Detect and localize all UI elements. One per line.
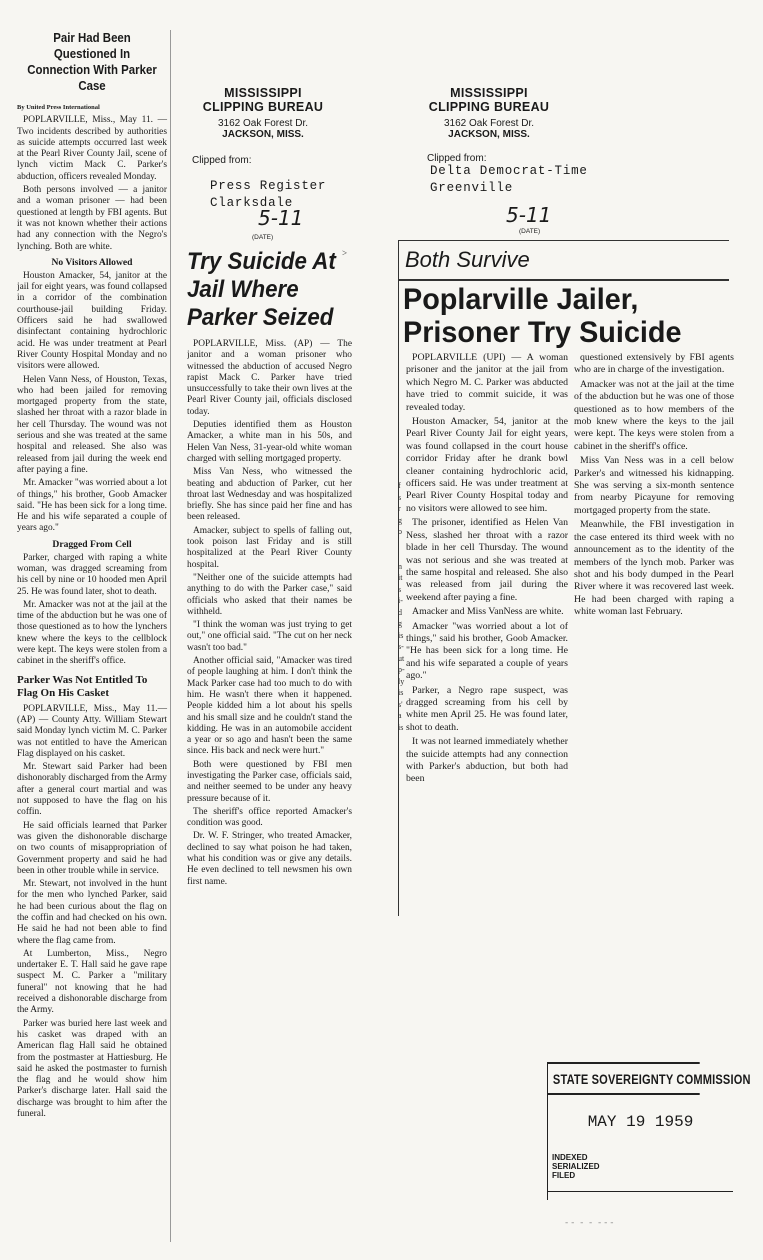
newspaper-name-line1: Press Register bbox=[210, 179, 327, 193]
stamp-filed: FILED bbox=[552, 1171, 576, 1180]
faint-marks: - - - - - - - bbox=[565, 1218, 614, 1228]
paragraph: Amacker "was worried about a lot of things," said his brother, Goob Amacker. "He has been sick for a long time. He and his wife separated a couple of years ago." bbox=[406, 620, 568, 682]
newspaper-name-line2: Clarksdale bbox=[210, 196, 294, 210]
stamp-serialized: SERIALIZED bbox=[552, 1162, 600, 1171]
paragraph: POPLARVILLE, Miss. (AP) — The janitor and a woman prisoner who witnessed the abduction of accused Negro rapist Mack C. Parker have tried unsuccessfully to take their own lives at the Pearl River County jail, officials disclosed today. bbox=[187, 339, 352, 417]
left-article bbox=[17, 30, 171, 1242]
paragraph: Mr. Amacker "was worried about a lot of things," his brother, Goob Amacker said. "He has been sick for a long time. He and his wife separated a couple of years ago." bbox=[17, 478, 167, 534]
clipped-from-label: Clipped from: bbox=[427, 153, 487, 164]
paragraph: POPLARVILLE (UPI) — A woman prisoner and the janitor at the jail from which Negro M. C. Parker was abducted have tried to commit suicide, it was revealed today. bbox=[406, 352, 568, 413]
paragraph: Mr. Stewart said Parker had been dishonorably discharged from the Army after a general court martial and was not supposed to have the flag on his coffin. bbox=[17, 762, 167, 818]
paragraph: Deputies identified them as Houston Amacker, a white man in his 50s, and Helen Van Ness, 31-year-old white woman charged with selling mortgaged property. bbox=[187, 420, 352, 464]
bureau-address: 3162 Oak Forest Dr. bbox=[217, 118, 309, 129]
bureau-name-line2: CLIPPING BUREAU bbox=[202, 100, 324, 114]
left-article-byline: By United Press International bbox=[17, 104, 100, 111]
date-label: (DATE) bbox=[519, 228, 541, 235]
paragraph: Amacker was not at the jail at the time of the abduction but he was one of those questioned as to how members of the mob knew where the keys to the jail were kept. The keys were stolen from a cabinet in the sheriff's office. bbox=[574, 378, 734, 452]
paragraph: Miss Van Ness, who witnessed the beating and abduction of Parker, cut her throat last Wednesday and was hospitalized briefly. She has since paid her fine and has been released. bbox=[187, 467, 352, 523]
divider bbox=[399, 279, 729, 281]
paragraph: questioned extensively by FBI agents who are in charge of the investigation. bbox=[574, 352, 734, 376]
right-article-kicker: Both Survive bbox=[405, 247, 530, 272]
stamp-status-lines bbox=[548, 1153, 733, 1180]
paragraph: The sheriff's office reported Amacker's condition was good. bbox=[187, 806, 352, 829]
stamp-indexed: INDEXED bbox=[552, 1153, 588, 1162]
sovereignty-commission-stamp bbox=[547, 1062, 751, 1200]
middle-article bbox=[187, 248, 352, 1028]
paragraph: POPLARVILLE, Miss., May 11. — Two incidents described by authorities as suicide attempts occurred last week at the Pearl River County Jail, scene of lynch victim Mack C. Parker's abduction, officers revealed Monday. bbox=[17, 115, 167, 182]
bureau-name-line1: MISSISSIPPI bbox=[450, 86, 528, 100]
paragraph: Houston Amacker, 54, janitor at the Pearl River County Jail for eight years, was found collapsed in the court house corridor Friday after he drank bowl cleaner containing hydrochloric acid, officers said. He was under treatment at Pearl River County Hospital today and no visitors were allowed to see him. bbox=[406, 416, 568, 514]
paragraph: Both were questioned by FBI men investigating the Parker case, officials said, and neither seemed to be under any heavy pressure because of it. bbox=[187, 759, 352, 804]
paragraph: Parker, a Negro rape suspect, was dragged screaming from his cell by white men April 25. He was found later, shot to death. bbox=[406, 684, 568, 733]
paragraph: Miss Van Ness was in a cell below Parker's and witnessed his kidnapping. She was serving a six-month sentence from nearby Picayune for removing mortgaged property from the state. bbox=[574, 455, 734, 516]
clipping-bureau-header bbox=[198, 86, 328, 140]
paragraph: Mr. Amacker was not at the jail at the time of the abduction but he was one of those questioned as to how the lynchers knew where the keys to the cellblock were kept. The keys were stolen from a cabinet in the sheriff's office. bbox=[17, 599, 167, 667]
bureau-name-line2: CLIPPING BUREAU bbox=[428, 100, 550, 114]
paragraph: "I think the woman was just trying to get out," one official said. "The cut on her neck wasn't too bad." bbox=[187, 620, 352, 653]
paragraph: Meanwhile, the FBI investigation in the case entered its third week with no announcement as to the identity of the members of the lynch mob. Parker was shot and his body dumped in the Pearl River where it was recovered last week. He had been charged with raping a white woman last February. bbox=[574, 519, 734, 618]
right-article-column-1 bbox=[406, 352, 568, 892]
paragraph: Another official said, "Amacker was tired of people laughing at him. I don't think the Mack Parker case had too much to do with him. He wasn't there when it happened. People kidded him a lot about his spells and his small size and he couldn't stand the kidding. He was in an automobile accident a year or so ago and hasn't been the same since. His back and neck were hurt." bbox=[187, 656, 352, 757]
left-article-headline: Pair Had Been Questioned In Connection With Parker Case bbox=[27, 30, 157, 93]
clipping-bureau-header bbox=[424, 86, 554, 140]
paragraph: Helen Vann Ness, of Houston, Texas, who had been jailed for removing mortgaged property from the state, slashed her throat with a razor blade in her cell Thursday. The wound was not serious and she was treated at the same hospital and released. She also was released from jail during the week end after paying a fine. bbox=[17, 374, 167, 475]
paragraph: Houston Amacker, 54, janitor at the jail for eight years, was found collapsed in a corridor of the combination courthouse-jail building Friday. Officers said he had swallowed disinfectant containing hydrochloric acid. He was under treatment at Pearl River County Hospital Monday and no visitors were allowed. bbox=[17, 270, 167, 372]
paragraph: Mr. Stewart, not involved in the hunt for the men who lynched Parker, said he had been curious about the flag on the coffin and had checked on his own. He said he had not been able to find where the flag came from. bbox=[17, 879, 167, 946]
clip-edge-mark: > bbox=[342, 248, 348, 258]
handwritten-date: 5-11 bbox=[258, 206, 304, 230]
clipped-from-label: Clipped from: bbox=[192, 155, 252, 166]
bureau-city: JACKSON, MISS. bbox=[222, 129, 304, 140]
right-article-column-2 bbox=[574, 352, 734, 712]
subhead: No Visitors Allowed bbox=[51, 256, 133, 268]
bureau-address: 3162 Oak Forest Dr. bbox=[443, 118, 535, 129]
newspaper-name bbox=[430, 163, 588, 197]
stamp-date: MAY 19 1959 bbox=[587, 1113, 694, 1131]
paragraph: Parker was buried here last week and his casket was draped with an American flag Hall said he obtained from the postmaster at Hattiesburg. He said he asked the postmaster to furnish the flag and he would show him Parker's discharge later. Hall said the discharge was brought to him after the funeral. bbox=[17, 1018, 167, 1120]
paragraph: It was not learned immediately whether the suicide attempts had any connection with Parker's abduction, but both had been bbox=[406, 736, 568, 785]
right-article-headline: Poplarville Jailer, Prisoner Try Suicide bbox=[403, 283, 682, 349]
clipped-column-fragments: f s r g o n it s i- d g is s- ut p- ly is s' a is bbox=[398, 481, 405, 732]
middle-article-headline: Try Suicide At Jail Where Parker Seized bbox=[187, 248, 336, 331]
newspaper-name-line2: Greenville bbox=[430, 181, 514, 195]
paragraph: Both persons involved — a janitor and a woman prisoner — had been questioned at length by FBI agents. But it was not known whether their actions had any connection with the Negro's lynching. Both are white. bbox=[17, 185, 167, 252]
handwritten-date: 5-11 bbox=[506, 203, 552, 227]
paragraph: He said officials learned that Parker was given the dishonorable discharge on two counts of misappropriation of Government property and said he had been in other trouble while in service. bbox=[17, 820, 167, 876]
paragraph: Parker, charged with raping a white woman, was dragged screaming from his cell by nine or 10 hooded men April 25. He was found later, shot to death. bbox=[17, 552, 167, 597]
paragraph: Amacker, subject to spells of falling out, took poison last Friday and is still hospitalized at the Pearl River County hospital. bbox=[187, 525, 352, 570]
paragraph: The prisoner, identified as Helen Van Ness, slashed her throat with a razor blade in her cell Thursday. The wound was not serious and she was treated at the same hospital and released. She also was released from jail during the weekend after paying a fine. bbox=[406, 517, 568, 603]
subhead: Dragged From Cell bbox=[52, 538, 132, 550]
paragraph: Dr. W. F. Stringer, who treated Amacker, declined to say what poison he had taken, what his condition was or give any details. He even declined to tell newsmen his own first name. bbox=[187, 831, 352, 887]
divider bbox=[548, 1191, 733, 1192]
paragraph: At Lumberton, Miss., Negro undertaker E. T. Hall said he gave rape suspect M. C. Parker a "military funeral" not knowing that he had received a dishonorable discharge from the Army. bbox=[17, 948, 167, 1016]
bureau-name-line1: MISSISSIPPI bbox=[224, 86, 302, 100]
paragraph: Amacker and Miss VanNess are white. bbox=[412, 606, 564, 618]
bureau-city: JACKSON, MISS. bbox=[448, 129, 530, 140]
paragraph: "Neither one of the suicide attempts had anything to do with the Parker case," said officials who asked that their names be withheld. bbox=[187, 572, 352, 617]
stamp-title: STATE SOVEREIGNTY COMMISSION bbox=[548, 1062, 700, 1095]
left-article-headline-2: Parker Was Not Entitled To Flag On His Casket bbox=[17, 673, 148, 699]
newspaper-name-line1: Delta Democrat-Time bbox=[430, 164, 588, 178]
paragraph: POPLARVILLE, Miss., May 11.—(AP) — County Atty. William Stewart said Monday lynch victim M. C. Parker was not entitled to have the American Flag displayed on his casket. bbox=[17, 703, 167, 759]
date-label: (DATE) bbox=[252, 234, 274, 241]
